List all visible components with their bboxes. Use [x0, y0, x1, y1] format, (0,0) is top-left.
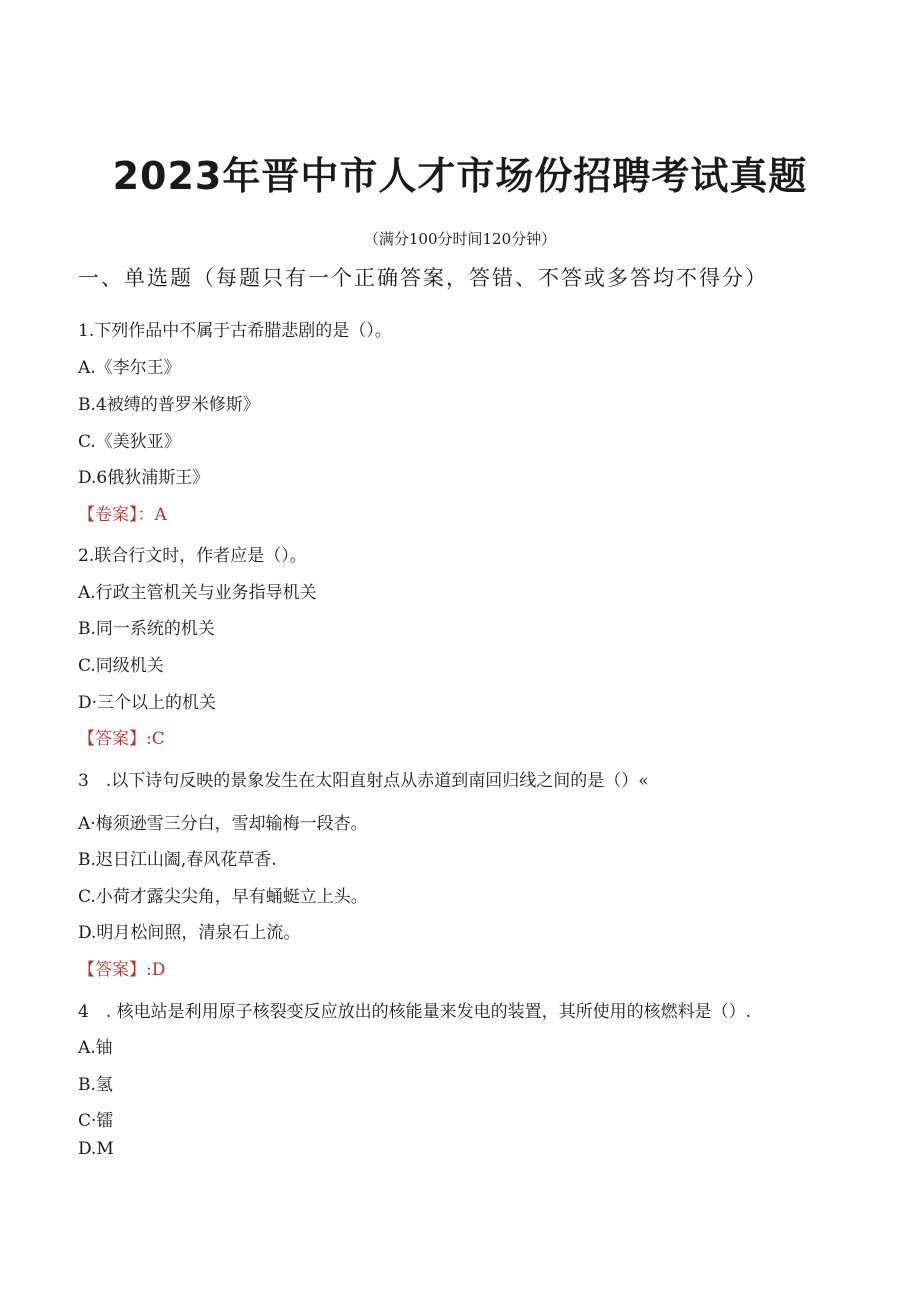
question-1-option-c: C.《美狄亚》: [78, 432, 181, 452]
section-heading: 一、单选题（每题只有一个正确答案，答错、不答或多答均不得分）: [78, 266, 768, 290]
document-subtitle: （满分100分时间120分钟）: [363, 230, 557, 248]
question-3-option-b: B.迟日江山阖,春风花草香.: [78, 850, 277, 870]
question-2-option-a: A.行政主管机关与业务指导机关: [78, 583, 317, 603]
question-2-option-b: B.同一系统的机关: [78, 619, 215, 639]
question-2-stem: 2.联合行文时，作者应是（）。: [78, 546, 307, 566]
question-1-option-d: D.6俄狄浦斯王》: [78, 468, 210, 488]
document-title: 2023年晋中市人才市场份招聘考试真题: [112, 154, 808, 198]
question-1-stem: 1.下列作品中不属于古希腊悲剧的是（）。: [78, 321, 392, 341]
question-3-option-d: D.明月松间照，清泉石上流。: [78, 923, 301, 943]
question-4-option-d: D.M: [78, 1139, 114, 1159]
question-4-option-b: B.氢: [78, 1075, 113, 1095]
question-3-answer: 【答案】:D: [78, 960, 166, 980]
question-4-option-a: A.铀: [78, 1038, 113, 1058]
question-1-option-a: A.《李尔王》: [78, 358, 181, 378]
question-4-option-c: C·镭: [78, 1111, 114, 1131]
question-2-option-d: D·三个以上的机关: [78, 693, 217, 713]
question-2-answer: 【答案】:C: [78, 729, 165, 749]
question-2-option-c: C.同级机关: [78, 656, 164, 676]
question-1-option-b: B.4被缚的普罗米修斯》: [78, 395, 260, 415]
question-1-answer: 【卷案】：A: [78, 505, 167, 525]
question-4-stem: 4 . 核电站是利用原子核裂变反应放出的核能量来发电的装置，其所使用的核燃料是（）.: [78, 1002, 752, 1022]
question-3-option-a: A·梅须逊雪三分白，雪却输梅一段杏。: [78, 814, 368, 834]
question-3-stem: 3 .以下诗句反映的景象发生在太阳直射点从赤道到南回归线之间的是（）«: [78, 771, 649, 791]
question-3-option-c: C.小荷才露尖尖角，早有蛹蜓立上头。: [78, 887, 368, 907]
